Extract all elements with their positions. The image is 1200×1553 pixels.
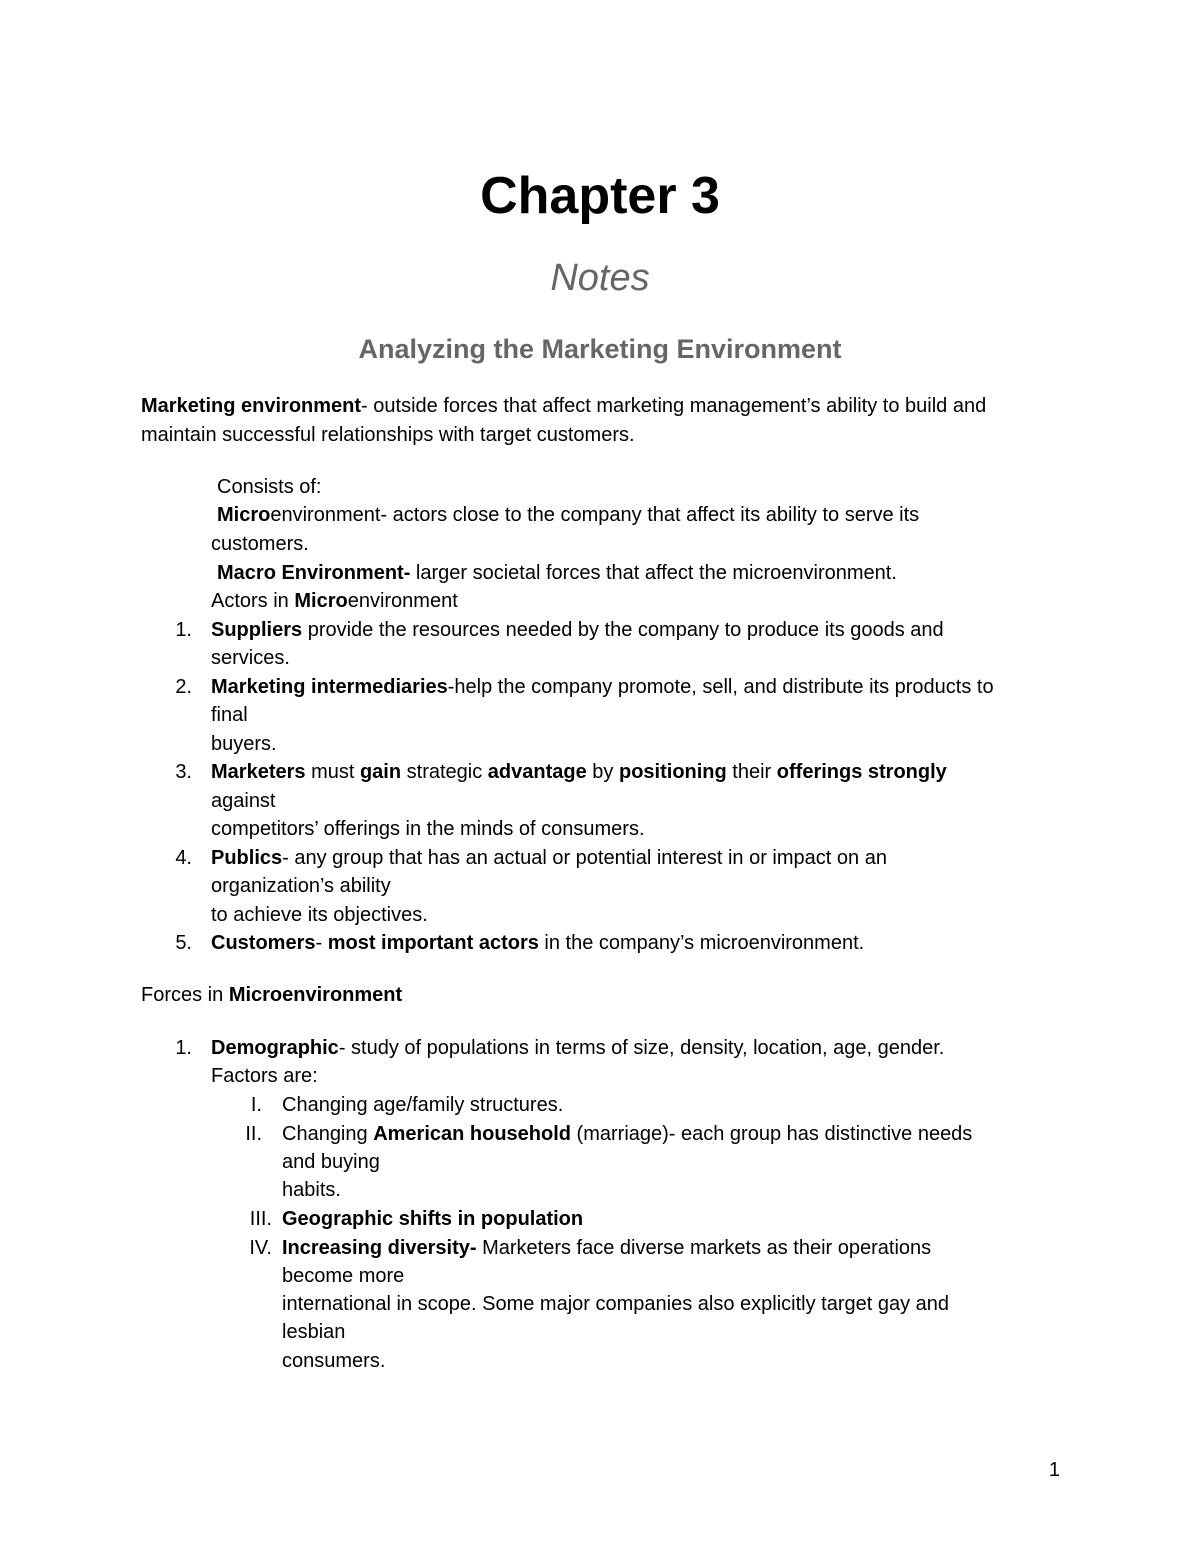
actor-4-term: Publics (211, 847, 283, 869)
actor-1-line-1 (211, 616, 944, 644)
force-1-term: Demographic (211, 1037, 339, 1059)
page-number: 1 (1048, 1459, 1060, 1481)
actor-1-line-2: services. (211, 647, 290, 669)
factor-3-line (282, 1205, 583, 1233)
actor-3-line-1 (211, 758, 947, 786)
factor-2-pre: Changing (282, 1123, 374, 1145)
factor-4-line-2: become more (282, 1265, 405, 1287)
chapter-title: Chapter 3 (480, 167, 720, 225)
forces-heading (141, 981, 402, 1009)
actor-2-line-3: buyers. (211, 733, 277, 755)
actor-3-term-offerings: offerings strongly (776, 761, 947, 783)
actor-4-text: - any group that has an actual or potential interest in or impact on an (282, 847, 887, 869)
macro-term: Macro Environment- (217, 562, 411, 584)
actor-3-term-advantage: advantage (487, 761, 587, 783)
actor-3-term-positioning: positioning (618, 761, 727, 783)
actor-3-text-d: their (726, 761, 777, 783)
definition-line-1 (141, 392, 986, 420)
actor-number-5: 5. (175, 932, 192, 954)
section-heading: Analyzing the Marketing Environment (358, 334, 842, 364)
actor-5-line (211, 929, 864, 957)
factor-2-line-2: and buying (282, 1151, 380, 1173)
factor-2-term: American household (373, 1123, 571, 1145)
actor-5-text: in the company’s microenvironment. (538, 932, 865, 954)
actor-4-line-1 (211, 844, 887, 872)
actors-pre: Actors in (211, 590, 295, 612)
factor-4-line-4: lesbian (282, 1321, 346, 1343)
factors-label: Factors are: (211, 1065, 318, 1087)
roman-4: IV. (249, 1237, 272, 1259)
actors-term: Micro (294, 590, 348, 612)
forces-term: Microenvironment (228, 984, 403, 1006)
actor-5-term-2: most important actors (327, 932, 539, 954)
actor-1-text: provide the resources needed by the company to produce its goods and (302, 619, 944, 641)
actor-number-1: 1. (175, 619, 192, 641)
actor-2-line-1 (211, 673, 994, 701)
micro-term: Micro (217, 504, 271, 526)
factor-1-line: Changing age/family structures. (282, 1094, 564, 1116)
macro-line (217, 559, 897, 587)
roman-3: III. (249, 1208, 272, 1230)
micro-text: environment- actors close to the company that affect its ability to serve its (270, 504, 920, 526)
factor-4-line-5: consumers. (282, 1350, 386, 1372)
actor-3-line-2: against (211, 790, 276, 812)
actor-2-line-2: final (211, 704, 248, 726)
actor-3-text-b: strategic (401, 761, 488, 783)
factor-4-line-1 (282, 1234, 931, 1262)
actor-3-text-a: must (305, 761, 360, 783)
actor-5-term: Customers (211, 932, 316, 954)
factor-4-text: Marketers face diverse markets as their operations (476, 1237, 932, 1259)
force-number-1: 1. (175, 1037, 192, 1059)
actor-1-term: Suppliers (211, 619, 303, 641)
notes-subtitle: Notes (550, 257, 650, 299)
actor-4-line-3: to achieve its objectives. (211, 904, 428, 926)
actors-heading (211, 587, 458, 615)
macro-text: larger societal forces that affect the microenvironment. (410, 562, 897, 584)
roman-1: I. (250, 1094, 262, 1116)
actors-post: environment (347, 590, 458, 612)
micro-line-1 (217, 501, 919, 529)
forces-pre: Forces in (141, 984, 229, 1006)
factor-4-term: Increasing diversity- (282, 1237, 477, 1259)
actor-3-term-marketers: Marketers (211, 761, 306, 783)
roman-2: II. (245, 1123, 262, 1145)
actor-3-text-c: by (586, 761, 619, 783)
actor-5-dash: - (315, 932, 328, 954)
actor-number-4: 4. (175, 847, 192, 869)
actor-3-term-gain: gain (359, 761, 402, 783)
actor-3-line-3: competitors’ offerings in the minds of consumers. (211, 818, 645, 840)
factor-4-line-3: international in scope. Some major companies also explicitly target gay and (282, 1293, 950, 1315)
force-1-text: - study of populations in terms of size, density, location, age, gender. (338, 1037, 945, 1059)
actor-2-term: Marketing intermediaries (211, 676, 448, 698)
definition-term: Marketing environment (141, 395, 362, 417)
factor-3-term: Geographic shifts in population (282, 1208, 584, 1230)
factor-2-text: (marriage)- each group has distinctive needs (571, 1123, 973, 1145)
definition-text: - outside forces that affect marketing management’s ability to build and (361, 395, 987, 417)
micro-line-2: customers. (211, 533, 309, 555)
consists-label: Consists of: (217, 476, 322, 498)
factor-2-line-3: habits. (282, 1179, 341, 1201)
factor-2-line-1 (282, 1120, 972, 1148)
actor-number-2: 2. (175, 676, 192, 698)
actor-4-line-2: organization’s ability (211, 875, 391, 897)
actor-number-3: 3. (175, 761, 192, 783)
actor-2-text: -help the company promote, sell, and distribute its products to (447, 676, 994, 698)
force-1-line (211, 1034, 944, 1062)
definition-line-2: maintain successful relationships with target customers. (141, 424, 635, 446)
